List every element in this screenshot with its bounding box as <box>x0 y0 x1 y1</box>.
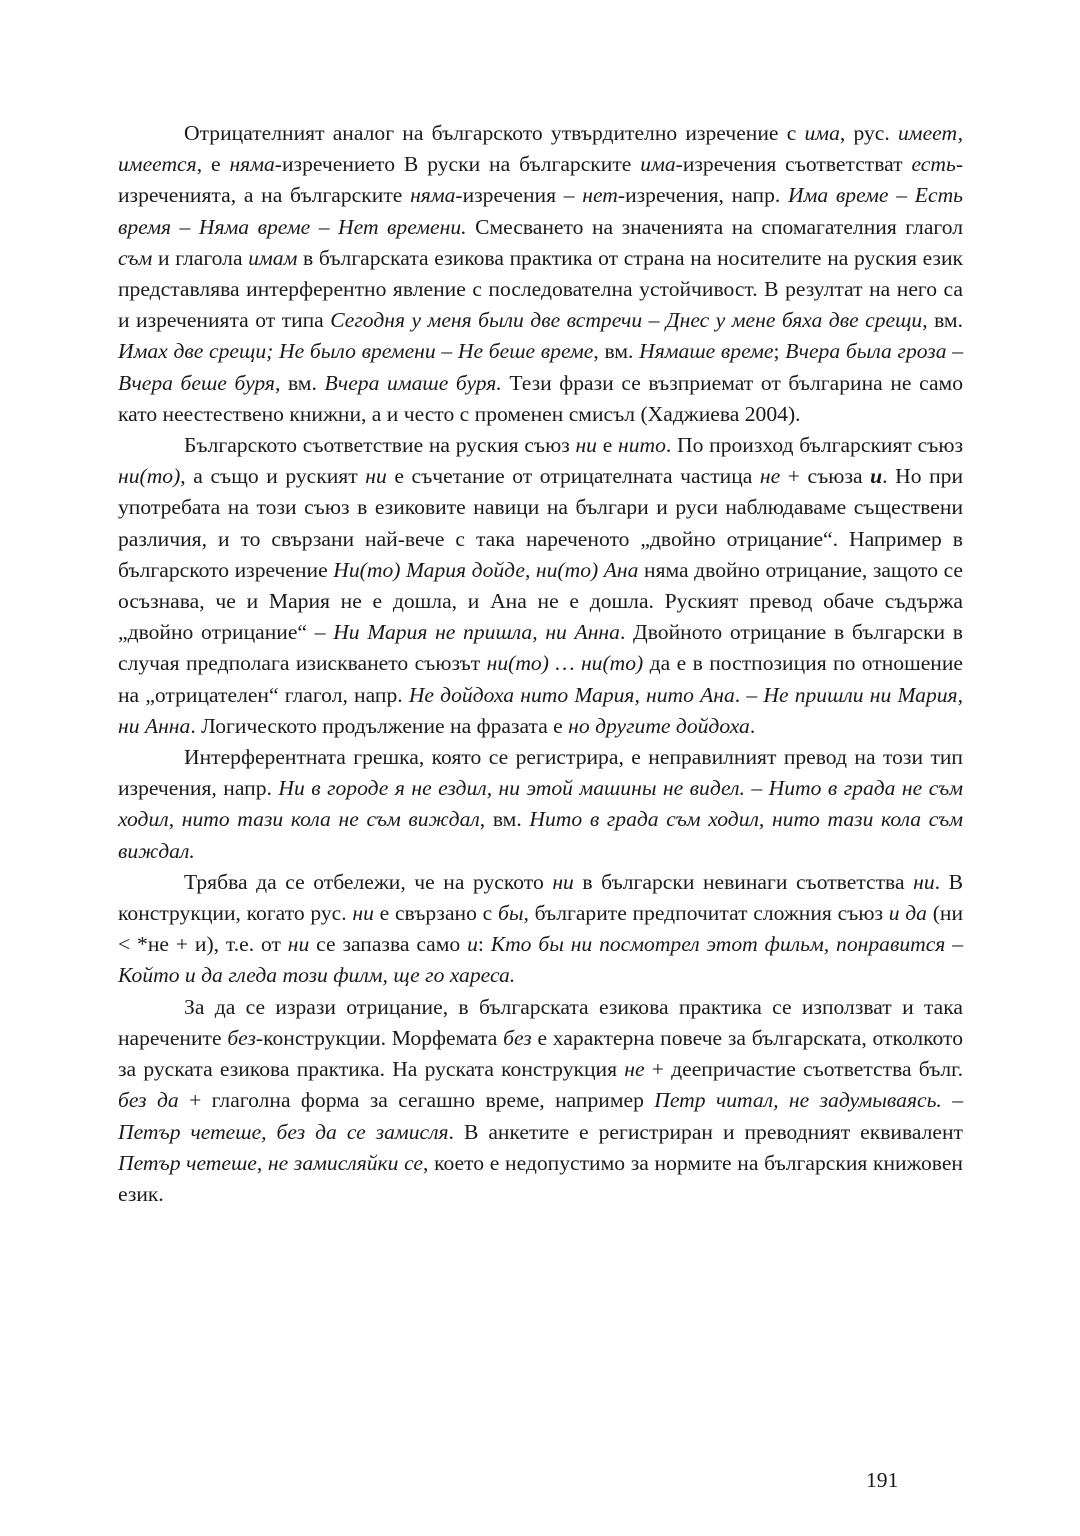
italic-text: ни <box>352 901 374 926</box>
text-run: и глагола <box>152 245 249 270</box>
text-run: -изречения, напр. <box>617 183 789 208</box>
text-run: -изречението В руски на българските <box>274 152 641 177</box>
text-run: -изреченията, а на българските <box>118 152 964 208</box>
italic-text: ни <box>287 932 310 957</box>
text-run: . – <box>734 682 764 707</box>
text-run: . Но при употребата на този съюз в езиковите навици на българи и руси наблюдаваме съществени различия, и то свързани най-вече с така нареченото „двойно отрицание“. Например в българското изречение <box>118 464 964 582</box>
italic-text: ни <box>575 433 597 458</box>
text-run: в български невинаги съответства <box>573 869 914 894</box>
italic-text: Ни(то) Мария дойде, ни(то) Ана <box>333 557 639 582</box>
text-run: Отрицателният аналог на българското утвърдително изречение с <box>184 121 805 145</box>
page-body <box>118 118 963 1210</box>
italic-text: има <box>804 121 840 145</box>
text-run: Интерферентната грешка, която се регистрира, е неправилният превод на този тип изречения, напр. <box>118 745 963 801</box>
text-run: е съчетание от отрицателната частица <box>386 464 760 489</box>
italic-text: Ни Мария не пришла, ни Анна <box>333 620 620 645</box>
text-run: е свързано с <box>373 901 498 926</box>
italic-text: ни(то) <box>118 464 181 489</box>
italic-text: Ни в городе я не ездил, ни этой машины не видел. – Нито в града не съм ходил, нито тази кола не съм виждал <box>118 776 963 832</box>
italic-text: съм <box>118 245 153 270</box>
paragraph-3 <box>118 742 963 867</box>
italic-text: Вчера была гроза – Вчера беше буря <box>118 339 963 395</box>
text-run: , вм. <box>274 370 325 395</box>
italic-text: Има време – Есть время – Няма време – Нет времени. <box>118 183 963 239</box>
text-run: . Логическото продължение на фразата е <box>190 713 569 738</box>
text-run: , рус. <box>839 121 898 145</box>
italic-text: Петр читал, не задумываясь. – Петър четеше, без да се замисля <box>118 1088 963 1144</box>
bold-italic-text: и <box>870 464 883 489</box>
italic-text: и да <box>888 901 927 926</box>
italic-text: Не пришли ни Мария, ни Анна <box>118 682 963 738</box>
text-run: , вм. <box>479 807 530 832</box>
italic-text: Нито в града съм ходил, нито тази кола съм виждал. <box>118 807 963 863</box>
text-run: -конструкции. Морфемата <box>255 1025 504 1050</box>
text-run: , а също и руският <box>180 464 366 489</box>
text-run: : <box>477 932 491 957</box>
italic-text: няма <box>229 152 275 177</box>
text-run: , е <box>196 152 230 177</box>
text-run: + глаголна форма за сегашно време, например <box>178 1088 655 1113</box>
italic-text: Петър четеше, не замисляйки се <box>118 1150 424 1175</box>
italic-text: без <box>227 1025 256 1050</box>
text-run: Смесването на значенията на спомагателния глагол <box>466 214 964 239</box>
italic-text: без да <box>118 1088 179 1113</box>
italic-text: Не дойдоха нито Мария, нито Ана <box>408 682 735 707</box>
text-run: Българското съответствие на руския съюз <box>184 433 576 458</box>
text-run: се запазва само <box>309 932 468 957</box>
text-run: Тези фрази се възприемат от българина не само като неестествено книжни, а и често с променен смисъл (Хаджиева 2004). <box>118 370 963 426</box>
italic-text: нито <box>618 433 666 458</box>
italic-text: ни <box>365 464 387 489</box>
text-run: , вм. <box>593 339 640 364</box>
text-run: е характерна повече за българската, отколкото за руската езикова практика. На руската конструкция <box>118 1025 964 1082</box>
text-run: в българската езикова практика от страна на носителите на руския език представлява интерферентно явление с последователна устойчивост. В резултат на него са и изреченията от типа <box>118 245 963 333</box>
text-run: Трябва да се отбележи, че на руското <box>184 869 553 894</box>
text-run: , българите предпочитат сложния съюз <box>523 901 889 926</box>
italic-text: без <box>503 1025 532 1050</box>
italic-text: но другите дойдоха <box>568 713 750 738</box>
italic-text: имам <box>248 245 298 270</box>
text-run: , което е недопустимо за нормите на българския книжовен език. <box>118 1150 963 1206</box>
italic-text: не <box>624 1057 645 1082</box>
italic-text: есть <box>911 152 956 177</box>
italic-text: и <box>467 932 478 957</box>
italic-text: нет <box>582 183 618 208</box>
italic-text: бы <box>497 901 524 926</box>
italic-text: Нямаше време <box>639 339 774 364</box>
paragraph-1 <box>118 118 963 430</box>
italic-text: няма <box>410 183 456 208</box>
italic-text: ни(то) … ни(то) <box>486 651 644 676</box>
text-run: , вм. <box>922 308 963 333</box>
page-number: 191 <box>866 1468 899 1492</box>
italic-text: ни <box>913 869 935 894</box>
text-run: + съюза <box>780 464 871 489</box>
text-run: За да се изрази отрицание, в българската езикова практика се използват и така наречените <box>118 994 963 1050</box>
text-run: е <box>596 433 618 458</box>
italic-text: Кто бы ни посмотрел этот фильм, понравится – Който и да гледа този филм, ще го хареса. <box>118 932 963 988</box>
italic-text: Вчера имаше буря. <box>324 370 502 395</box>
italic-text: Сегодня у меня были две встречи – Днес у мене бяха две срещи <box>330 308 923 333</box>
text-run: . <box>749 713 756 738</box>
text-run: . В конструкции, когато рус. <box>118 869 963 926</box>
text-run: . По произход българският съюз <box>665 433 963 458</box>
text-run: -изречения съответстват <box>675 152 912 177</box>
italic-text: има <box>640 152 676 177</box>
italic-text: имеет, имеется <box>118 121 963 177</box>
paragraph-2 <box>118 430 963 742</box>
italic-text: Имах две срещи; Не было времени – Не беше време <box>118 339 594 364</box>
text-run: . Двойното отрицание в български в случая предполага изискването съюзът <box>118 620 963 676</box>
text-run: -изречения – <box>455 183 583 208</box>
paragraph-5 <box>118 992 963 1210</box>
text-run: (ни < *не + и), т.е. от <box>118 901 964 957</box>
italic-text: ни <box>552 869 574 894</box>
paragraph-4 <box>118 867 963 992</box>
text-run: . В анкетите е регистриран и преводният еквивалент <box>448 1119 963 1144</box>
text-run: няма двойно отрицание, защото се осъзнава, че и Мария не е дошла, и Ана не е дошла. Руският превод обаче съдържа „двойно отрицание“ – <box>118 557 964 645</box>
italic-text: не <box>759 464 781 489</box>
text-run: да е в постпозиция по отношение на „отрицателен“ глагол, напр. <box>118 651 964 707</box>
text-run: ; <box>773 339 786 364</box>
text-run: + деепричастие съответства бълг. <box>644 1057 963 1082</box>
